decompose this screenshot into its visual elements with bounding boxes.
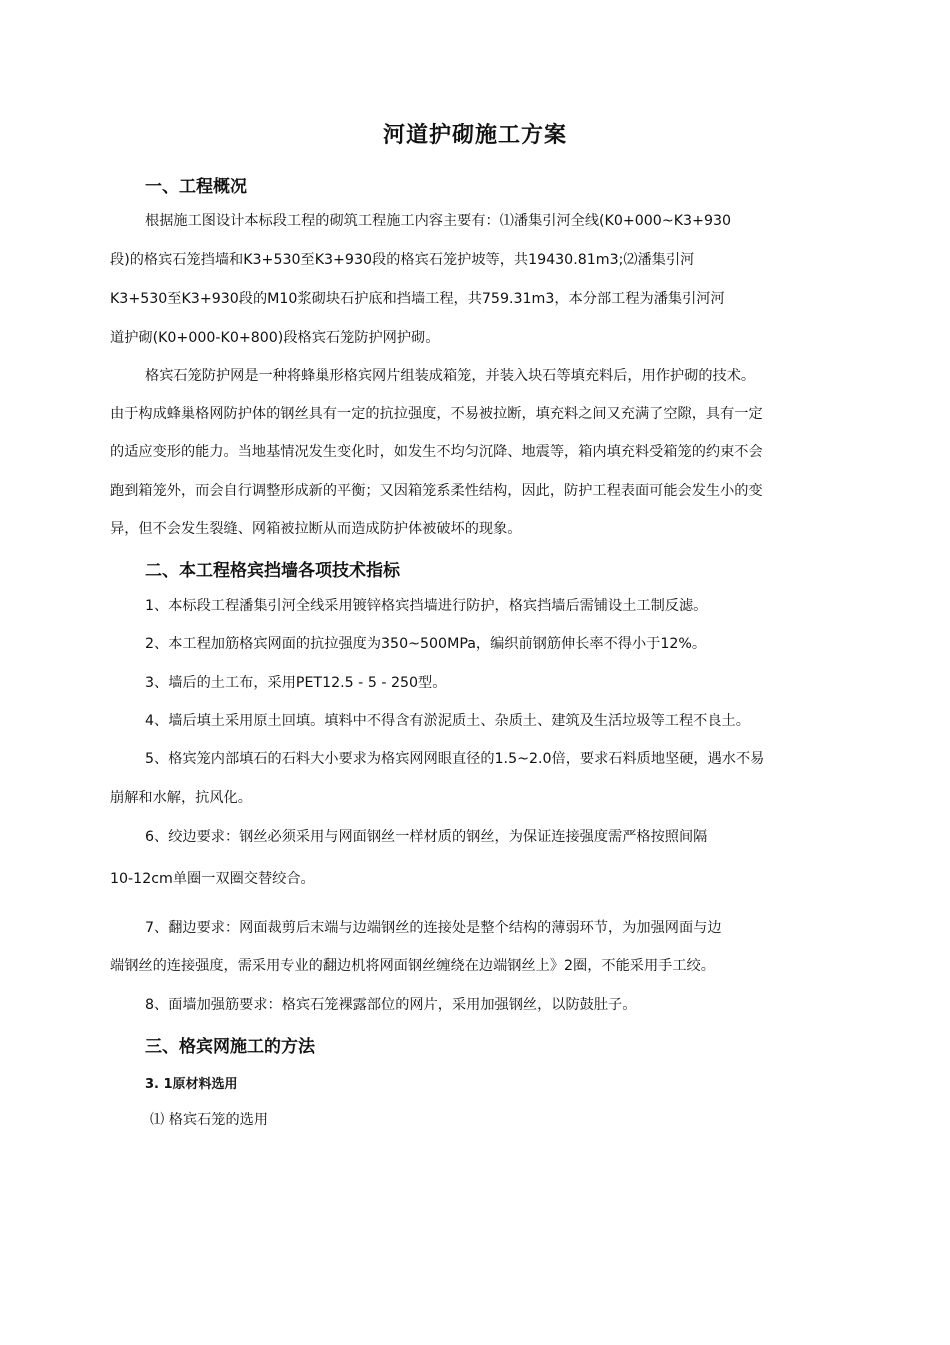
paragraph-line: 的适应变形的能力。当地基情况发生变化时，如发生不均匀沉降、地震等，箱内填充料受箱笼的约束不会 (110, 444, 763, 460)
section2-heading: 二、本工程格宾挡墙各项技术指标 (145, 561, 400, 581)
paragraph-line: 段)的格宾石笼挡墙和K3+530至K3+930段的格宾石笼护坡等，共19430.81m3;⑵潘集引河 (110, 252, 695, 268)
paragraph-line: K3+530至K3+930段的M10浆砌块石护底和挡墙工程，共759.31m3，本分部工程为潘集引河河 (110, 291, 725, 307)
list-item: 3、墙后的土工布，采用PET12.5 - 5 - 250型。 (145, 675, 447, 691)
subsection-heading: 3. 1原材料选用 (145, 1077, 238, 1092)
paragraph-line: 格宾石笼防护网是一种将蜂巢形格宾网片组装成箱笼，并装入块石等填充料后，用作护砌的技术。 (145, 368, 756, 384)
section1-heading: 一、工程概况 (145, 177, 247, 197)
list-item: 2、本工程加筋格宾网面的抗拉强度为350~500MPa，编织前钢筋伸长率不得小于12%。 (145, 636, 707, 652)
list-item: ⑴ 格宾石笼的选用 (150, 1112, 269, 1128)
list-item: 4、墙后填土采用原土回填。填料中不得含有淤泥质土、杂质土、建筑及生活垃圾等工程不良土。 (145, 713, 750, 729)
list-item-continued: 10-12cm单圈一双圈交替绞合。 (110, 871, 315, 887)
list-item-continued: 端钢丝的连接强度，需采用专业的翻边机将网面钢丝缠绕在边端钢丝上》2圈，不能采用手工绞。 (110, 958, 715, 974)
paragraph-line: 异，但不会发生裂缝、网箱被拉断从而造成防护体被破坏的现象。 (110, 521, 522, 537)
list-item-continued: 崩解和水解，抗风化。 (110, 790, 252, 806)
list-item: 8、面墙加强筋要求：格宾石笼裸露部位的网片，采用加强钢丝，以防鼓肚子。 (145, 997, 637, 1013)
list-item: 7、翻边要求：网面裁剪后末端与边端钢丝的连接处是整个结构的薄弱环节，为加强网面与边 (145, 920, 722, 936)
paragraph-line: 道护砌(K0+000-K0+800)段格宾石笼防护网护砌。 (110, 330, 440, 346)
document-title: 河道护砌施工方案 (382, 123, 567, 148)
section3-heading: 三、格宾网施工的方法 (145, 1037, 315, 1057)
paragraph-line: 跑到箱笼外，而会自行调整形成新的平衡；又因箱笼系柔性结构，因此，防护工程表面可能会发生小的变 (110, 483, 763, 499)
paragraph-line: 根据施工图设计本标段工程的砌筑工程施工内容主要有：⑴潘集引河全线(K0+000~K3+930 (145, 213, 732, 229)
paragraph-line: 由于构成蜂巢格网防护体的钢丝具有一定的抗拉强度，不易被拉断，填充料之间又充满了空隙，具有一定 (110, 406, 763, 422)
list-item: 6、绞边要求：钢丝必须采用与网面钢丝一样材质的钢丝，为保证连接强度需严格按照间隔 (145, 829, 708, 845)
list-item: 1、本标段工程潘集引河全线采用镀锌格宾挡墙进行防护，格宾挡墙后需铺设土工制反滤。 (145, 598, 708, 614)
list-item: 5、格宾笼内部填石的石料大小要求为格宾网网眼直径的1.5~2.0倍，要求石料质地坚硬，遇水不易 (145, 751, 765, 767)
